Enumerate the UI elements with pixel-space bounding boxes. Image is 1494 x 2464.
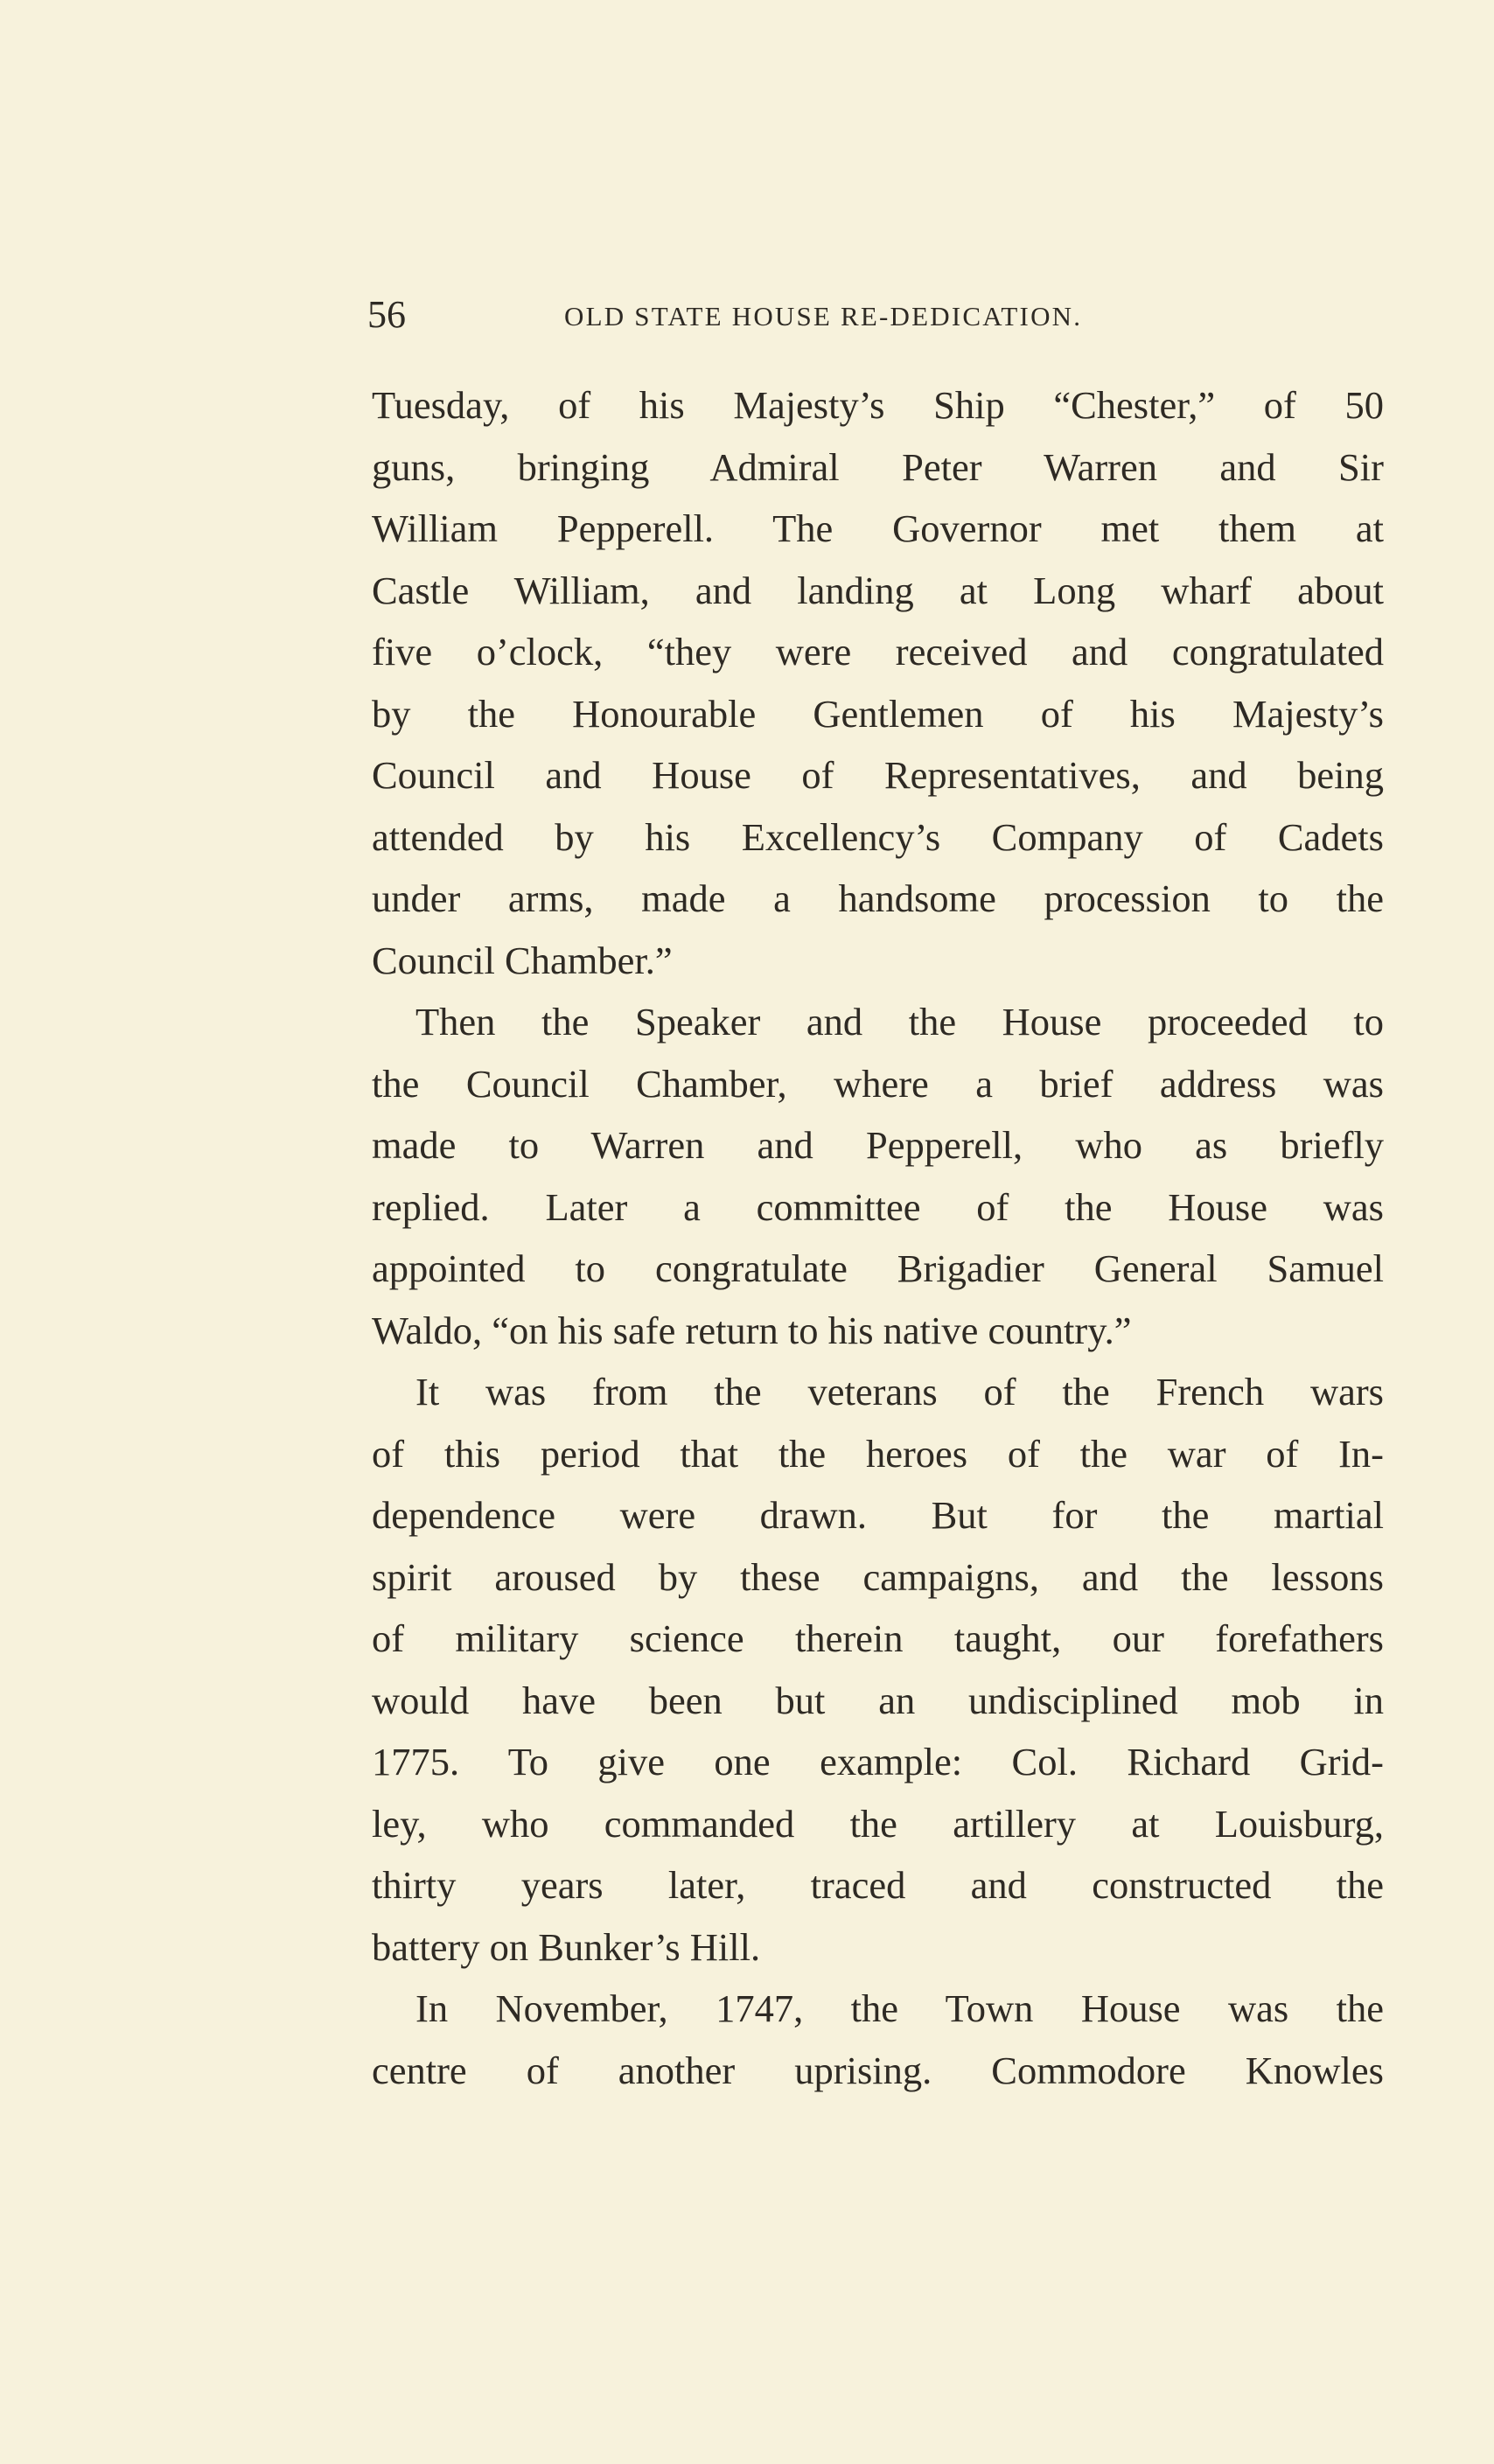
running-head: OLD STATE HOUSE RE-DEDICATION. [564,301,1083,332]
text-line: Then the Speaker and the House proceeded to [415,1000,1384,1044]
text-line: made to Warren and Pepperell, who as briefly [372,1123,1384,1167]
text-line: Castle William, and landing at Long wharf about [372,568,1384,612]
text-line: five o’clock, “they were received and congratulated [372,630,1384,674]
text-line: of military science therein taught, our forefathers [372,1616,1384,1660]
text-line: replied. Later a committee of the House was [372,1184,1384,1229]
text-line: Waldo, “on his safe return to his native country.” [372,1308,1132,1352]
text-line: It was from the veterans of the French wars [415,1370,1384,1413]
text-line: dependence were drawn. But for the martial [372,1493,1384,1537]
text-line: of this period that the heroes of the war of In- [372,1431,1384,1476]
text-line: ley, who commanded the artillery at Louisburg, [372,1801,1384,1846]
text-line: In November, 1747, the Town House was the [415,1986,1384,2030]
text-line: guns, bringing Admiral Peter Warren and Sir [372,444,1384,489]
text-line: thirty years later, traced and constructed the [372,1863,1384,1907]
text-line: appointed to congratulate Brigadier General Samuel [372,1246,1384,1290]
text-line: Tuesday, of his Majesty’s Ship “Chester,” of 50 [372,383,1384,427]
text-line: Council Chamber.” [372,938,673,982]
text-line: by the Honourable Gentlemen of his Majesty’s [372,691,1384,736]
text-line: under arms, made a handsome procession to the [372,876,1384,920]
text-line: Council and House of Representatives, and being [372,753,1384,797]
text-line: the Council Chamber, where a brief address was [372,1061,1384,1106]
text-line: attended by his Excellency’s Company of Cadets [372,814,1384,859]
text-line: spirit aroused by these campaigns, and the lessons [372,1554,1384,1599]
page-number: 56 [367,293,406,336]
body-text [372,374,1384,2101]
text-line: 1775. To give one example: Col. Richard Grid- [372,1740,1384,1783]
text-line: William Pepperell. The Governor met them at [372,506,1384,550]
text-line: would have been but an undisciplined mob in [372,1678,1384,1722]
page-header [367,289,1382,341]
text-line: centre of another uprising. Commodore Knowles [372,2048,1384,2092]
text-line: battery on Bunker’s Hill. [372,1924,761,1969]
